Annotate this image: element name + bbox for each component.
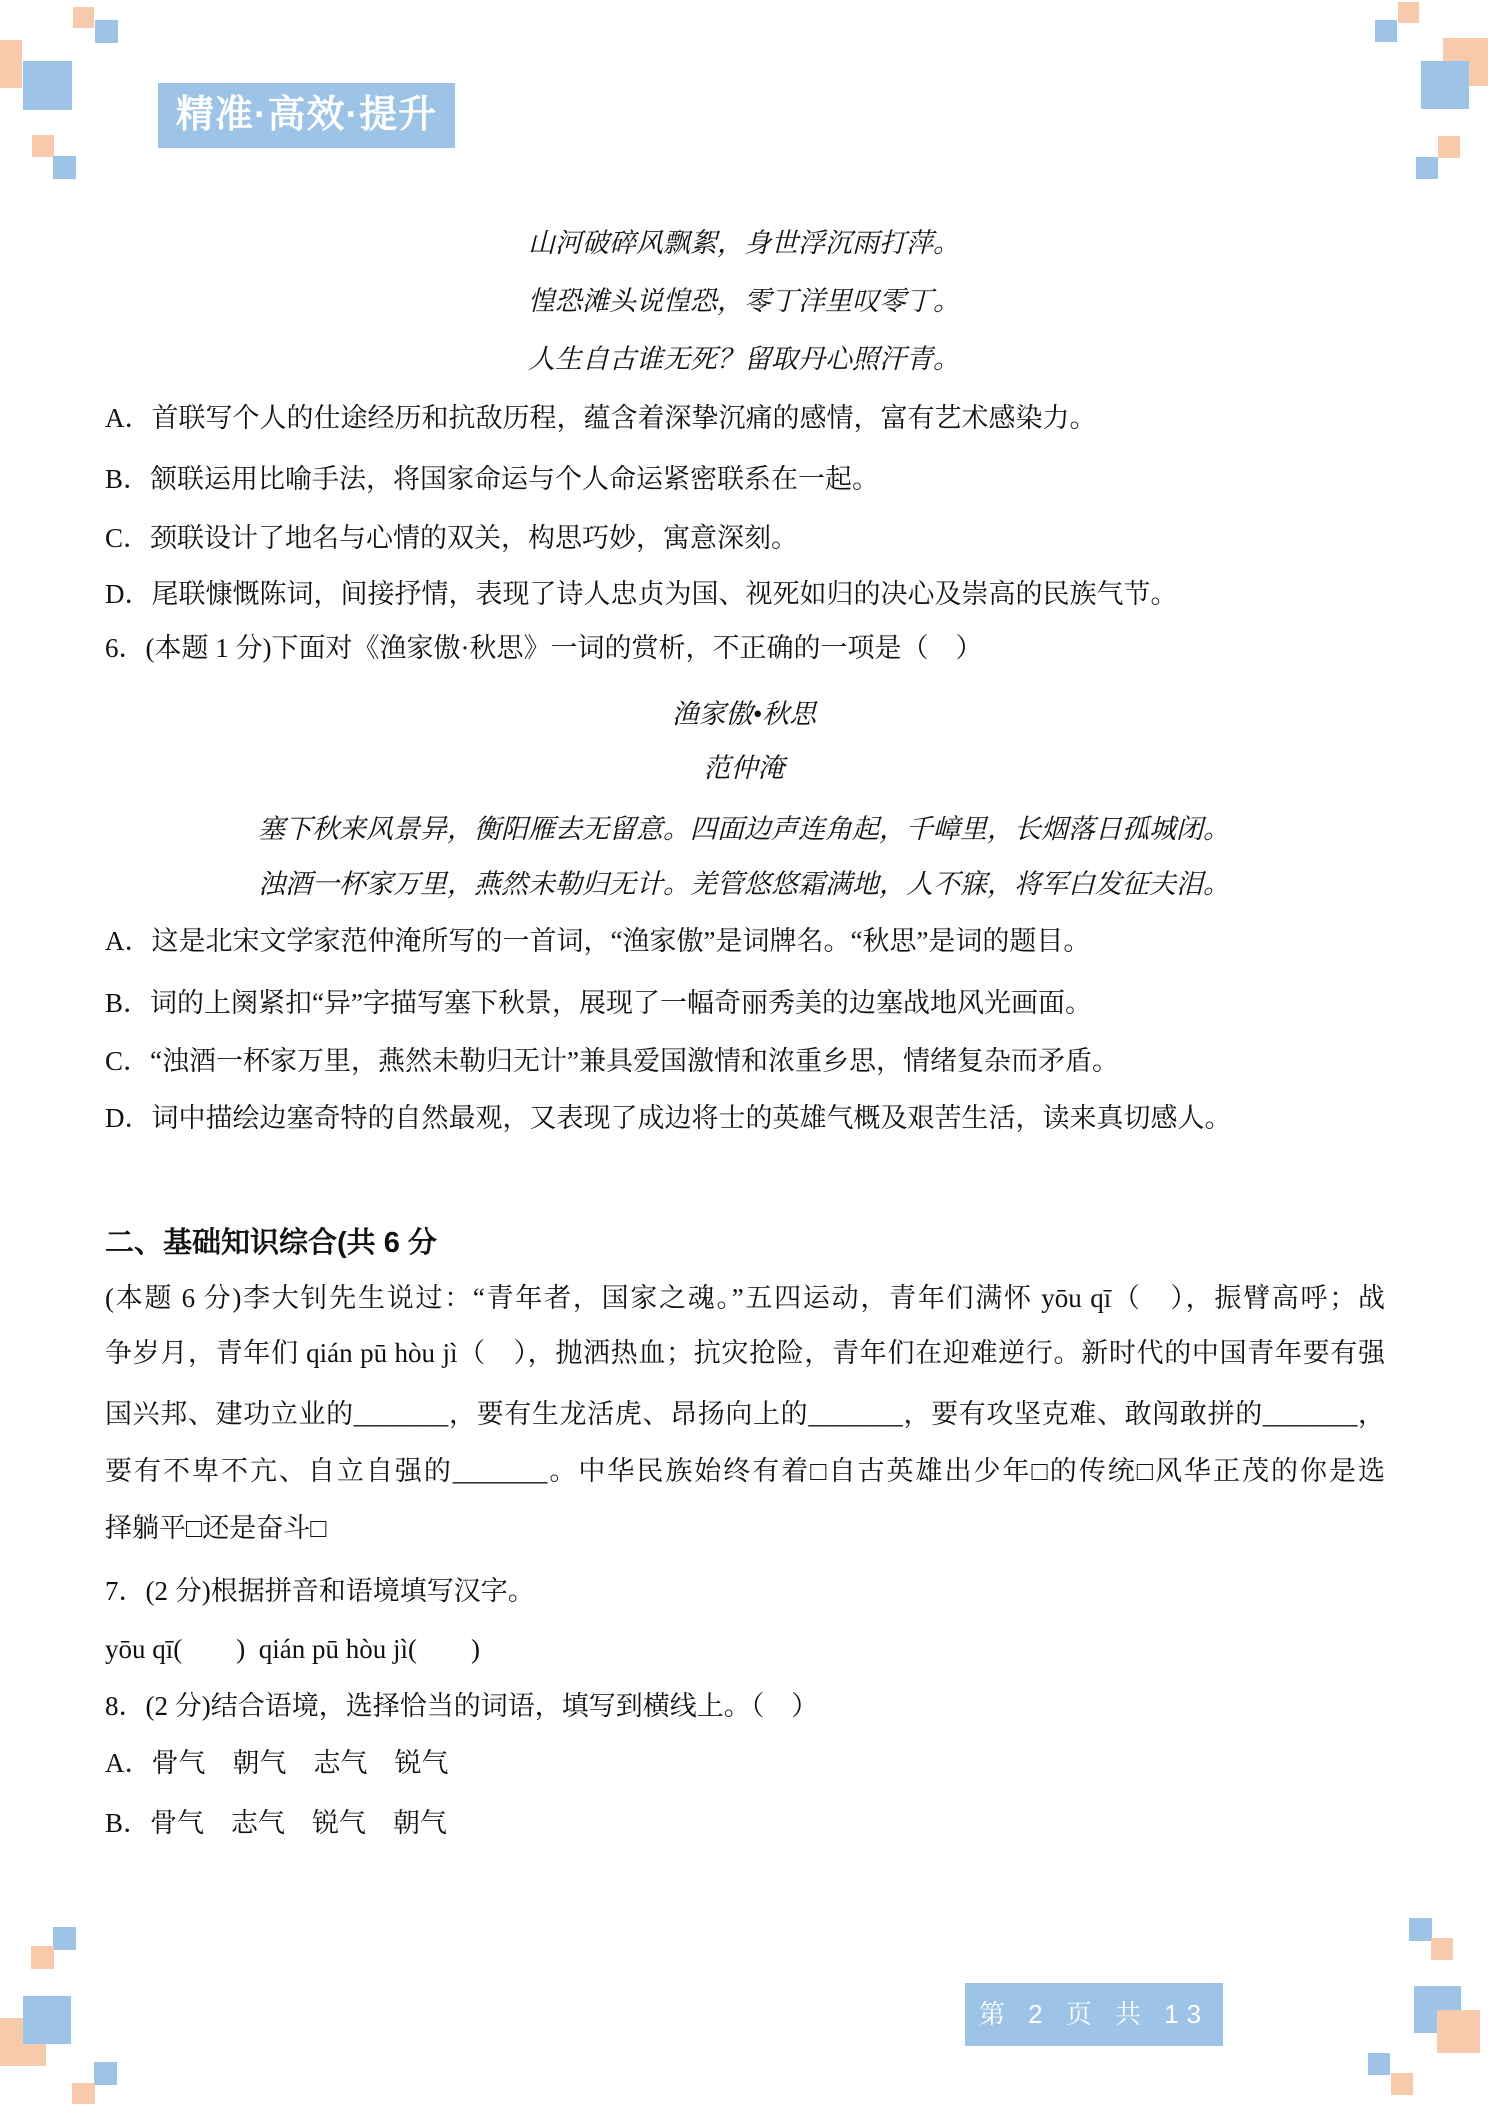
decor-square-blue [53, 1927, 76, 1950]
paragraph-line: (本题 6 分)李大钊先生说过：“青年者，国家之魂。”五四运动，青年们满怀 yōu qī（ ），振臂高呼；战 [105, 1283, 1385, 1313]
ci-title: 渔家傲•秋思 [671, 699, 817, 729]
ci-line: 塞下秋来风景异，衡阳雁去无留意。四面边声连角起，千嶂里，长烟落日孤城闭。 [258, 814, 1230, 844]
decor-square-orange [0, 40, 22, 88]
q8-option-a: A．骨气 朝气 志气 锐气 [105, 1748, 449, 1778]
decor-square-orange [1391, 2073, 1413, 2095]
decor-square-blue [1421, 61, 1469, 109]
decor-square-orange [31, 1946, 54, 1969]
decor-square-blue [94, 2062, 117, 2085]
poem-line: 人生自古谁无死？留取丹心照汗青。 [528, 344, 960, 374]
decor-square-orange [1438, 136, 1460, 158]
decor-square-orange [73, 7, 94, 28]
header-banner [158, 83, 455, 148]
q7-pinyin-blanks: yōu qī( ) qián pū hòu jì( ) [105, 1634, 480, 1664]
q5-option-b: B．颔联运用比喻手法，将国家命运与个人命运紧密联系在一起。 [105, 464, 880, 494]
paragraph-line: 争岁月，青年们 qián pū hòu jì（ ），抛洒热血；抗灾抢险，青年们在迎难逆行。新时代的中国青年要有强 [105, 1338, 1385, 1368]
decor-square-blue [23, 1996, 71, 2044]
decor-square-orange [1437, 2010, 1480, 2053]
q6-option-d: D．词中描绘边塞奇特的自然最观，又表现了成边将士的英雄气概及艰苦生活，读来真切感人。 [105, 1103, 1232, 1133]
decor-square-orange [1398, 2, 1419, 23]
q8-stem: 8．(2 分)结合语境，选择恰当的词语，填写到横线上。（ ） [105, 1691, 819, 1721]
decor-square-blue [1416, 157, 1438, 179]
poem-line: 惶恐滩头说惶恐，零丁洋里叹零丁。 [528, 286, 960, 316]
decor-square-blue [1409, 1918, 1432, 1941]
paragraph-line: 国兴邦、建功立业的_______，要有生龙活虎、昂扬向上的_______，要有攻坚克难、敢闯敢拼的_______， [105, 1399, 1385, 1429]
decor-square-blue [23, 61, 72, 110]
section-heading: 二、基础知识综合(共 6 分 [105, 1227, 437, 1259]
ci-author: 范仲淹 [703, 753, 785, 783]
q6-option-a: A．这是北宋文学家范仲淹所写的一首词，“渔家傲”是词牌名。“秋思”是词的题目。 [105, 926, 1091, 956]
poem-line: 山河破碎风飘絮，身世浮沉雨打萍。 [528, 228, 960, 258]
ci-line: 浊酒一杯家万里，燕然未勒归无计。羌管悠悠霜满地，人不寐，将军白发征夫泪。 [258, 869, 1230, 899]
page-number-badge [965, 1983, 1223, 2092]
paragraph-line: 要有不卑不亢、自立自强的_______。中华民族始终有着□自古英雄出少年□的传统□风华正茂的你是选 [105, 1456, 1385, 1486]
header-banner-label: 精准·高效·提升 [175, 94, 438, 136]
decor-square-blue [1375, 20, 1397, 42]
q5-option-c: C．颈联设计了地名与心情的双关，构思巧妙，寓意深刻。 [105, 523, 799, 553]
q6-option-b: B．词的上阕紧扣“异”字描写塞下秋景，展现了一幅奇丽秀美的边塞战地风光画面。 [105, 988, 1092, 1018]
q8-option-b: B．骨气 志气 锐气 朝气 [105, 1808, 448, 1838]
decor-square-blue [53, 156, 76, 179]
q5-option-d: D．尾联慷慨陈词，间接抒情，表现了诗人忠贞为国、视死如归的决心及崇高的民族气节。 [105, 579, 1178, 609]
decor-square-orange [1431, 1938, 1453, 1960]
q6-option-c: C．“浊酒一杯家万里，燕然未勒归无计”兼具爱国激情和浓重乡思，情绪复杂而矛盾。 [105, 1046, 1119, 1076]
q6-stem: 6．(本题 1 分)下面对《渔家傲·秋思》一词的赏析，不正确的一项是（ ） [105, 633, 983, 663]
decor-square-orange [32, 135, 54, 157]
paragraph-line: 择躺平□还是奋斗□ [105, 1513, 327, 1543]
decor-square-blue [1368, 2053, 1390, 2075]
q7-stem: 7．(2 分)根据拼音和语境填写汉字。 [105, 1576, 535, 1606]
page-number-label: 第 2 页 共 13 页 [978, 1999, 1210, 2092]
q5-option-a: A．首联写个人的仕途经历和抗敌历程，蕴含着深挚沉痛的感情，富有艺术感染力。 [105, 403, 1097, 433]
decor-square-orange [72, 2083, 95, 2104]
decor-square-blue [95, 20, 118, 43]
